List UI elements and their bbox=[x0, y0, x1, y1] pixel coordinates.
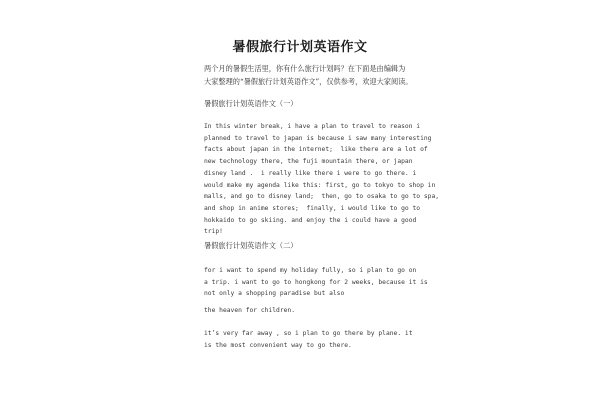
essay-paragraph-1 bbox=[204, 121, 440, 238]
text-line: would make my agenda like this: first, go to tokyo to shop in bbox=[204, 181, 436, 189]
text-line: malls, and go to disney land; then, go to osaka to go to spa, bbox=[204, 193, 440, 201]
essay-paragraph-3 bbox=[204, 305, 434, 317]
text-line: and shop in anime stores; finally, i would like to go to bbox=[204, 204, 421, 212]
intro-paragraph bbox=[204, 62, 434, 88]
text-line: the heaven for children. bbox=[204, 307, 295, 314]
essay-paragraph-4 bbox=[204, 328, 434, 351]
section-heading-1: 暑假旅行计划英语作文（一） bbox=[204, 99, 298, 108]
text-line: a trip. i want to go to hongkong for 2 weeks, because it is bbox=[204, 278, 428, 286]
text-line: In this winter break, i have a plan to travel to reason i bbox=[204, 123, 421, 130]
intro-line: 两个月的暑假生活里，你有什么旅行计划吗？在下面是由编辑为 bbox=[204, 64, 406, 73]
text-line: it’s very far away , so i plan to go there by plane. it bbox=[204, 330, 413, 337]
essay-paragraph-2 bbox=[204, 265, 434, 300]
text-line: new technology there, the fuji mountain there, or japan bbox=[204, 158, 413, 166]
text-line: disney land . i really like there i were to go there. i bbox=[204, 169, 417, 177]
document-title: 暑假旅行计划英语作文 bbox=[232, 40, 368, 55]
text-line: for i want to spend my holiday fully, so i plan to go on bbox=[204, 267, 417, 274]
section-heading-2: 暑假旅行计划英语作文（二） bbox=[204, 241, 298, 250]
text-line: planned to travel to japan is because i saw many interesting bbox=[204, 134, 432, 142]
intro-line: 大家整理的“暑假旅行计划英语作文”，仅供参考，欢迎大家阅读。 bbox=[204, 77, 413, 86]
text-line: facts about japan in the internet; like there are a lot of bbox=[204, 146, 428, 154]
text-line: not only a shopping paradise but also bbox=[204, 290, 345, 298]
text-line: is the most convenient way to go there. bbox=[204, 341, 352, 349]
text-line: hokkaido to go skiing. and enjoy the i could have a good bbox=[204, 216, 417, 224]
text-line: trip! bbox=[204, 228, 223, 236]
